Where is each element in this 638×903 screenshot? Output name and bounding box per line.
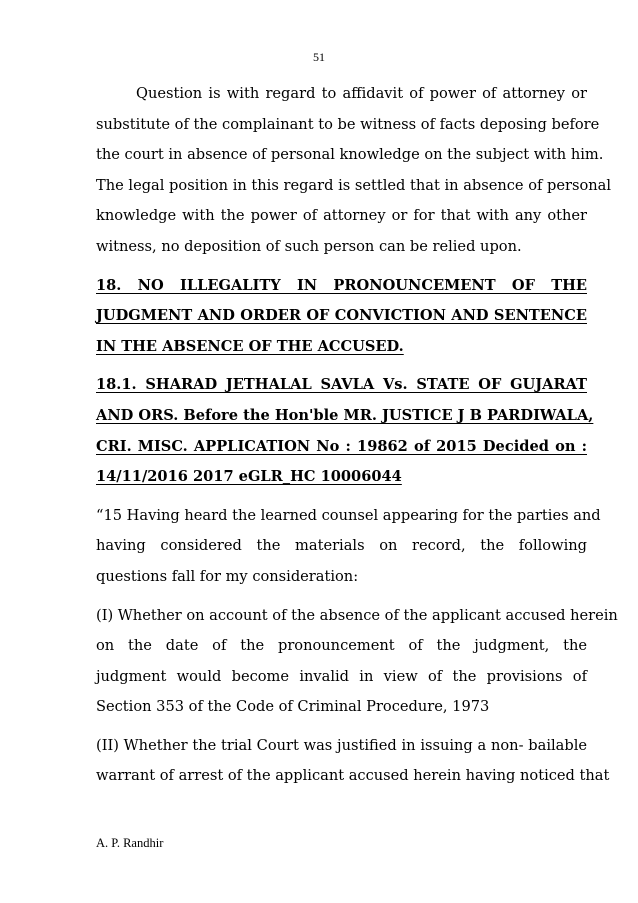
- heading-line: 18. NO ILLEGALITY IN PRONOUNCEMENT OF THE: [96, 276, 587, 294]
- page-body: [96, 79, 618, 792]
- text-line: warrant of arrest of the applicant accused herein having noticed that: [96, 767, 610, 785]
- text-line: judgment would become invalid in view of the provisions of: [96, 667, 587, 685]
- text-line: (I) Whether on account of the absence of the applicant accused herein: [96, 606, 618, 624]
- heading-line: 18.1. SHARAD JETHALAL SAVLA Vs. STATE OF GUJARAT: [96, 376, 587, 394]
- text-line: Section 353 of the Code of Criminal Procedure, 1973: [96, 698, 490, 716]
- text-line: substitute of the complainant to be witness of facts deposing before: [96, 115, 600, 133]
- text-line: “15 Having heard the learned counsel appearing for the parties and: [96, 506, 601, 524]
- text-line: having considered the materials on record, the following: [96, 537, 587, 555]
- text-line: the court in absence of personal knowledge on the subject with him.: [96, 146, 604, 164]
- text-line: Question is with regard to affidavit of power of attorney or: [136, 85, 587, 102]
- heading-line: 14/11/2016 2017 eGLR_HC 10006044: [96, 468, 402, 486]
- text-line: questions fall for my consideration:: [96, 567, 359, 585]
- text-line: knowledge with the power of attorney or for that with any other: [96, 207, 587, 225]
- page-number: 51: [313, 50, 325, 64]
- heading-section-18: [96, 271, 587, 363]
- paragraph-power-of-attorney: [96, 79, 612, 263]
- paragraph-question-1: [96, 601, 618, 723]
- heading-line: AND ORS. Before the Hon'ble MR. JUSTICE J B PARDIWALA,: [96, 406, 594, 424]
- paragraph-question-2: [96, 731, 610, 792]
- paragraph-quote-intro: [96, 501, 601, 593]
- heading-line: IN THE ABSENCE OF THE ACCUSED.: [96, 337, 404, 355]
- heading-line: CRI. MISC. APPLICATION No : 19862 of 2015 Decided on :: [96, 437, 587, 455]
- text-line: on the date of the pronouncement of the judgment, the: [96, 637, 587, 655]
- heading-case-citation: [96, 370, 594, 492]
- text-line: witness, no deposition of such person can be relied upon.: [96, 237, 522, 255]
- text-line: (II) Whether the trial Court was justified in issuing a non- bailable: [96, 736, 587, 754]
- footer-author: A. P. Randhir: [96, 836, 164, 850]
- text-line: The legal position in this regard is settled that in absence of personal: [96, 176, 612, 194]
- heading-line: JUDGMENT AND ORDER OF CONVICTION AND SENTENCE: [96, 307, 587, 325]
